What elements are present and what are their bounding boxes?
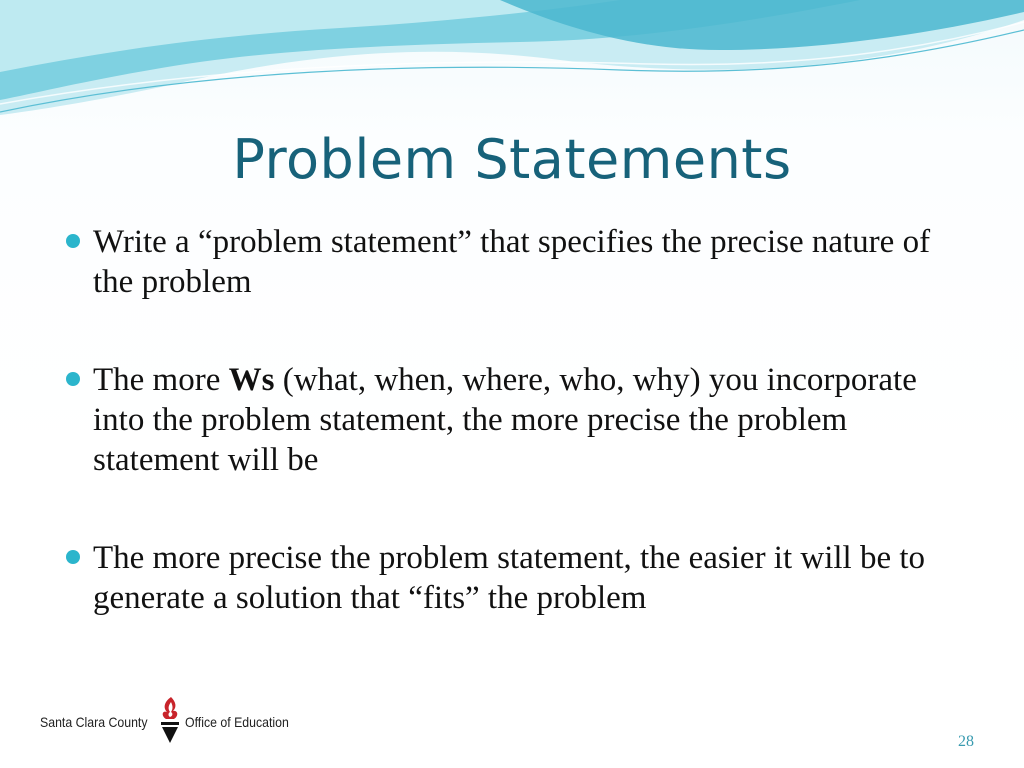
bullet-dot-icon bbox=[66, 234, 80, 248]
bullet-list bbox=[62, 222, 962, 618]
bullet-item bbox=[62, 538, 962, 618]
bullet-dot-icon bbox=[66, 550, 80, 564]
bullet-dot-icon bbox=[66, 372, 80, 386]
header-wave-decoration bbox=[0, 0, 1024, 125]
organization-logo bbox=[40, 696, 320, 746]
bullet-text-bold: Ws bbox=[228, 362, 275, 398]
bullet-item bbox=[62, 360, 962, 480]
bullet-item bbox=[62, 222, 962, 302]
torch-flame-icon bbox=[157, 696, 183, 744]
logo-text-left: Santa Clara County bbox=[40, 714, 148, 730]
bullet-text-end: (what, when, where, who, why) you incorporate into the problem statement, the more precise the problem statement will be bbox=[93, 362, 917, 478]
page-number: 28 bbox=[958, 733, 974, 750]
bullet-text: Write a “problem statement” that specifies the precise nature of the problem bbox=[93, 224, 931, 300]
logo-text-right: Office of Education bbox=[185, 714, 289, 730]
slide-title: Problem Statements bbox=[232, 128, 792, 191]
bullet-text-start: The more bbox=[93, 362, 229, 398]
bullet-text: The more precise the problem statement, the easier it will be to generate a solution that “fits” the problem bbox=[93, 540, 926, 616]
